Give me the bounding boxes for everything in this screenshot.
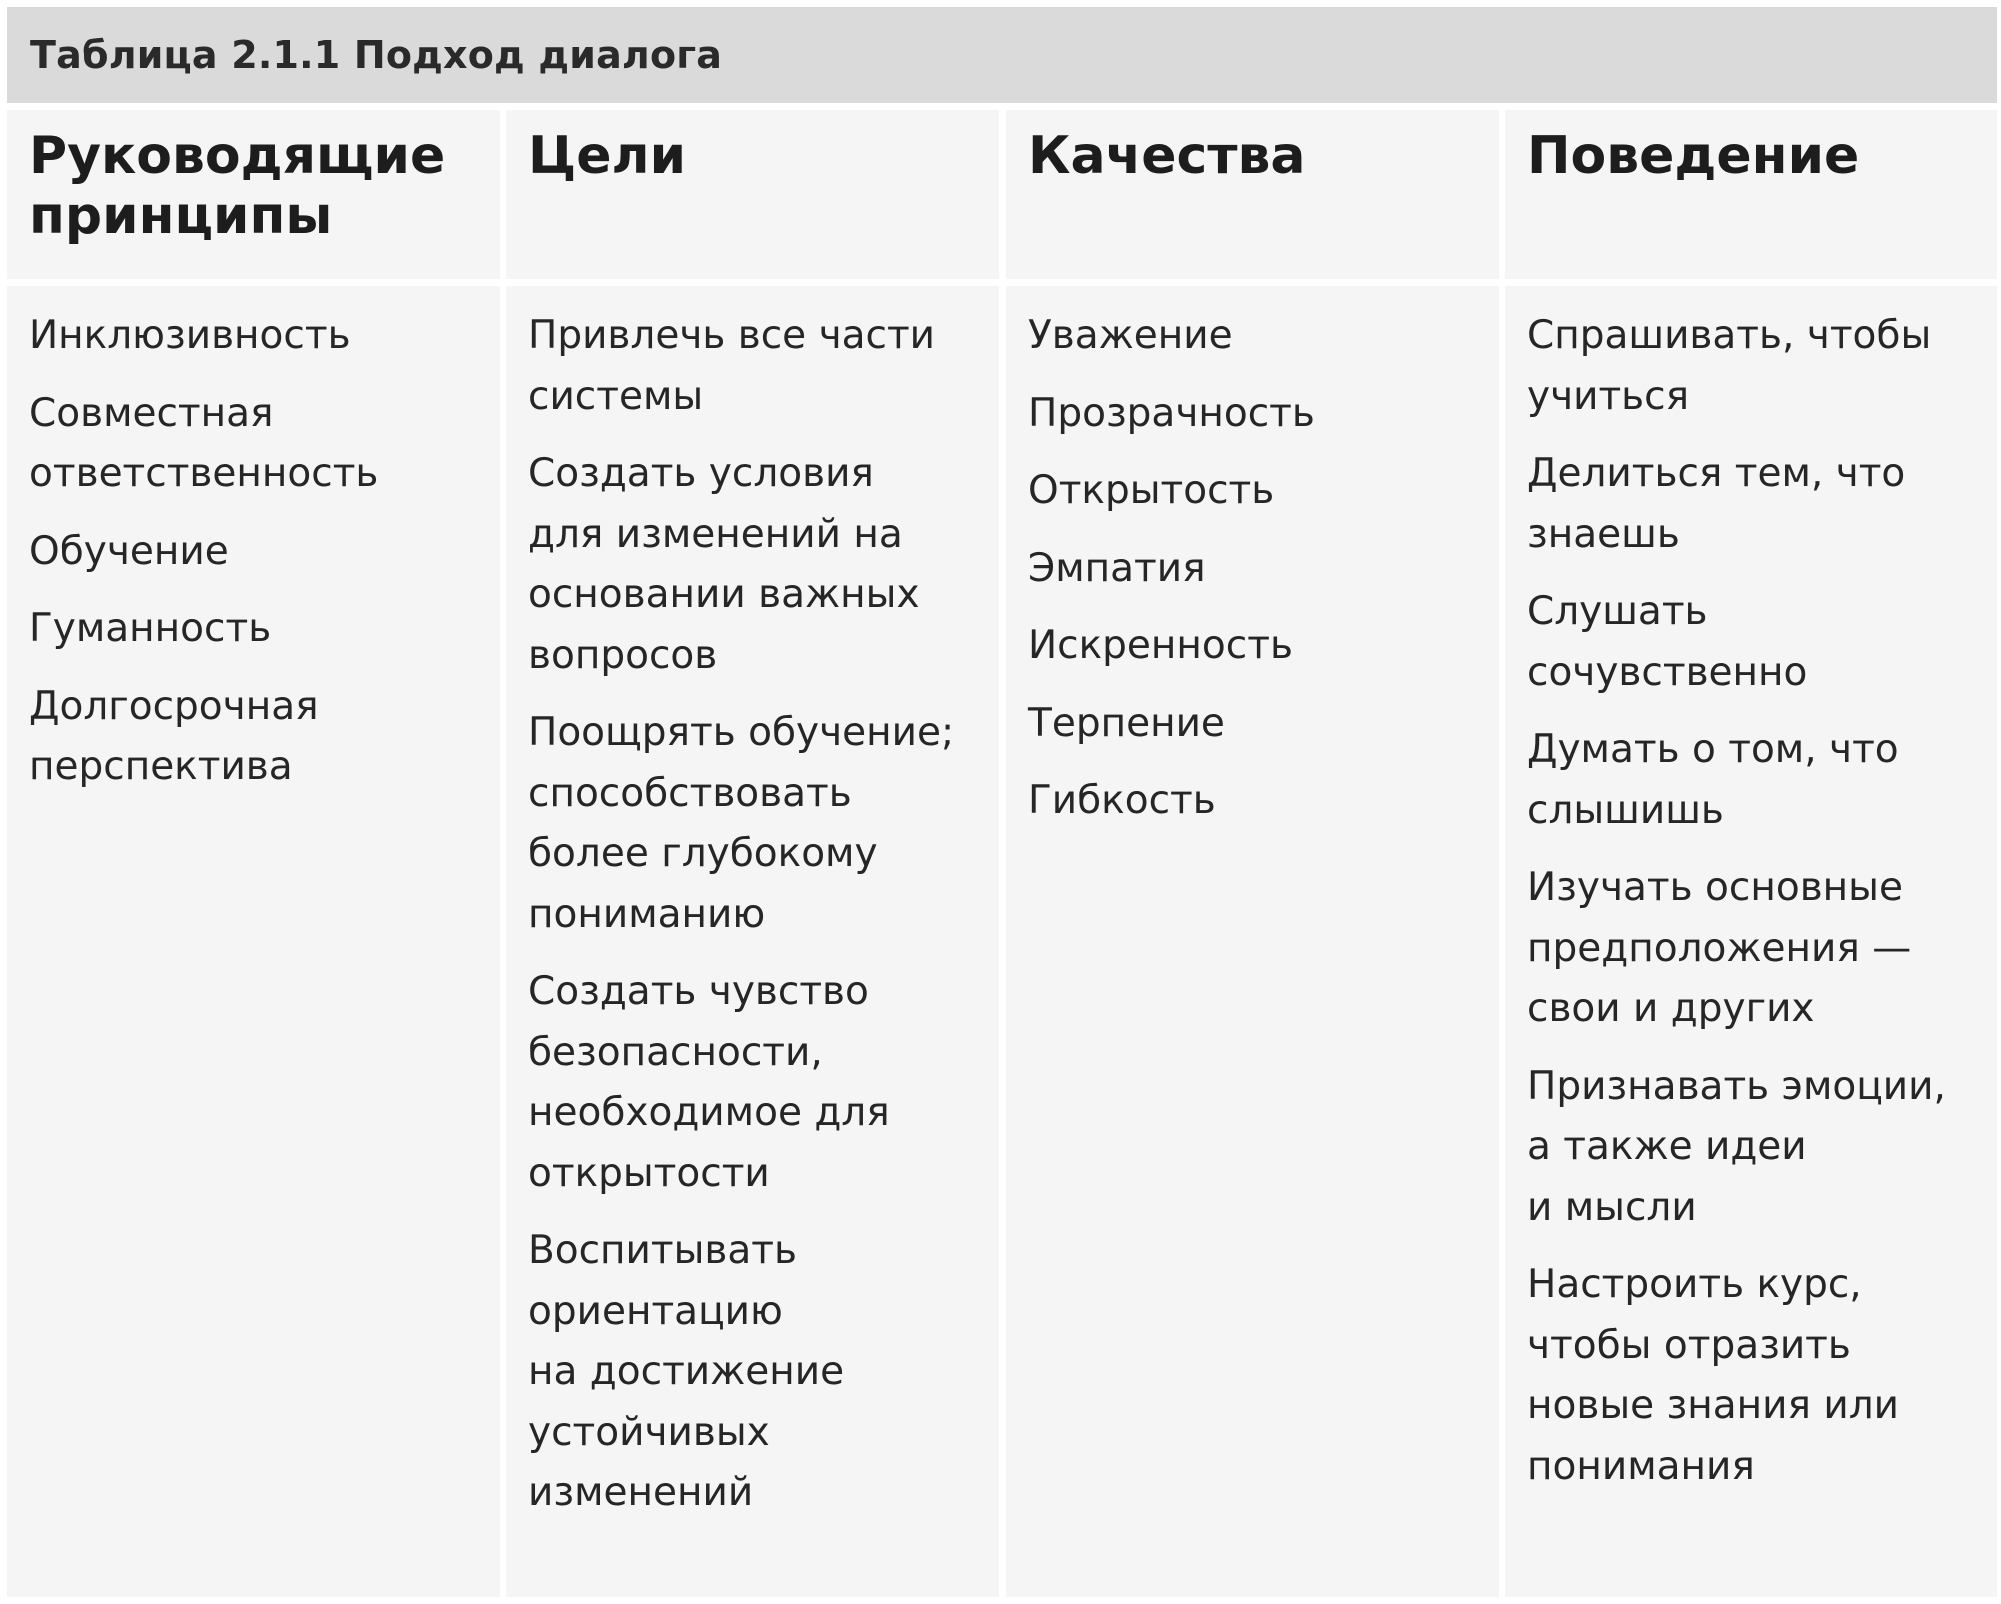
column-header: Цели <box>528 126 687 186</box>
table-caption-bar <box>7 7 1997 103</box>
list-item: Создать чувство безопасности, необходимое для открытости <box>528 969 890 1196</box>
header-cell-goals <box>506 110 999 279</box>
column-header: Руководящие принципы <box>29 126 446 246</box>
list-item: Прозрачность <box>1028 390 1315 436</box>
dialogue-approach-table <box>7 7 1997 1597</box>
list-item: Искренность <box>1028 623 1293 668</box>
list-item: Изучать основные предположения — свои и других <box>1527 865 1912 1031</box>
list-item: Думать о том, что слышишь <box>1527 727 1899 833</box>
body-cell-goals <box>506 286 999 1597</box>
list-item: Обучение <box>29 528 229 574</box>
list-item: Признавать эмоции, а также идеи и мысли <box>1527 1063 1946 1230</box>
header-cell-qualities <box>1006 110 1499 279</box>
table-caption: Таблица 2.1.1 Подход диалога <box>30 33 723 77</box>
list-item: Гибкость <box>1028 778 1216 823</box>
column-header: Качества <box>1028 126 1306 186</box>
list-item: Терпение <box>1028 700 1225 746</box>
body-cell-guiding-principles <box>7 286 500 1597</box>
list-item: Спрашивать, чтобы учиться <box>1527 313 1932 419</box>
list-item: Настроить курс, чтобы отразить новые знания или понимания <box>1527 1262 1899 1489</box>
list-item: Слушать сочувственно <box>1527 589 1808 695</box>
list-item: Совместная ответственность <box>29 390 379 496</box>
list-item: Долгосрочная перспектива <box>29 683 319 789</box>
body-cell-qualities <box>1006 286 1499 1597</box>
list-item: Привлечь все части системы <box>528 313 936 419</box>
list-item: Делиться тем, что знаешь <box>1527 451 1906 557</box>
header-cell-behavior <box>1505 110 1997 279</box>
list-item: Открытость <box>1028 468 1275 513</box>
table-body-row <box>7 286 1997 1597</box>
header-cell-guiding-principles <box>7 110 500 279</box>
list-item: Эмпатия <box>1028 545 1206 591</box>
list-item: Инклюзивность <box>29 313 351 358</box>
list-item: Создать условия для изменений на основании важных вопросов <box>528 451 920 678</box>
list-item: Гуманность <box>29 606 272 651</box>
table-header-row <box>7 110 1997 279</box>
list-item: Воспитывать ориентацию на достижение устойчивых изменений <box>528 1228 845 1515</box>
column-header: Поведение <box>1527 126 1860 186</box>
list-item: Поощрять обучение; способствовать более глубокому пониманию <box>528 710 955 937</box>
body-cell-behavior <box>1505 286 1997 1597</box>
list-item: Уважение <box>1028 313 1233 358</box>
